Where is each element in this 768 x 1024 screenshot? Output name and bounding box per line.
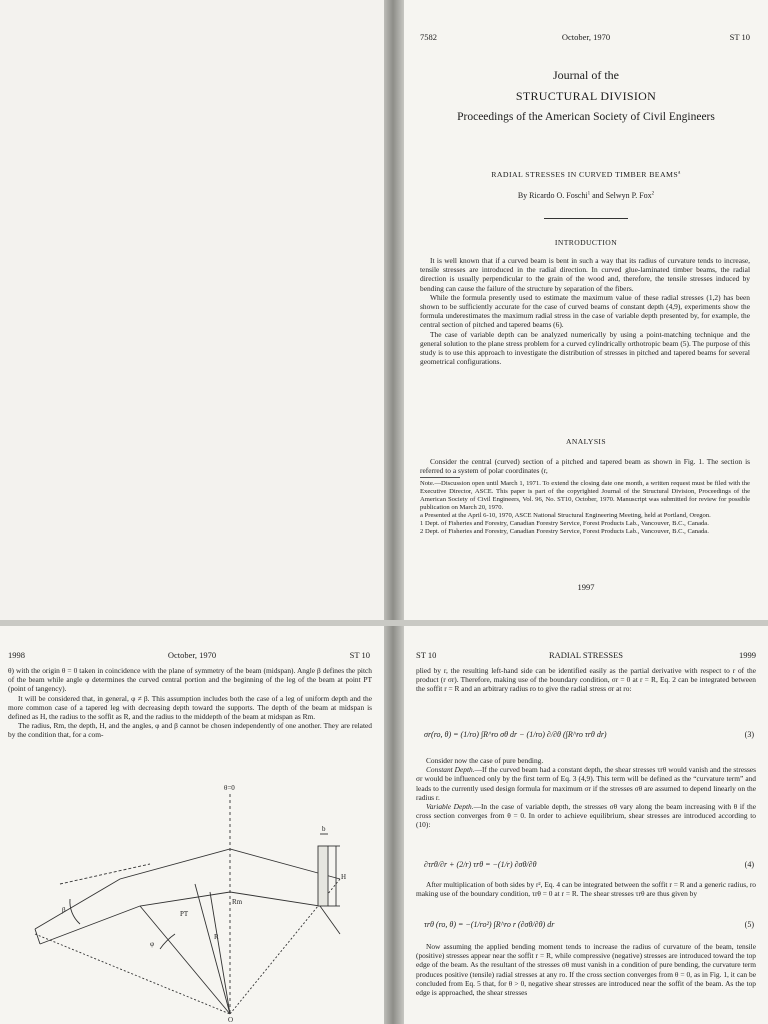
para-2: It will be considered that, in general, φ ≠ β. This assumption includes both the case of a leg of uniform depth and the more common case of a tapered leg with decreasing depth toward the supports. The depth of the beam at midspan is defined as H, the radius to the soffit as R, and the radius to the middepth of the beam at midspan as Rm.: [8, 693, 372, 722]
page-1998: [0, 624, 384, 1024]
para-1: plied by r, the resulting left-hand side can be identified easily as the partial derivative with respect to r of the product (r σr). Therefore, making use of the boundary condition, σr = 0 at r = R, Eq. 2 can be integrated between the soffit r = R and an arbitrary radius ro to give the radial stress σr at ro:: [416, 666, 756, 694]
eq5-number: (5): [744, 920, 754, 929]
intro-text: [420, 256, 750, 366]
eq3-number: (3): [744, 730, 754, 739]
label-b: b: [322, 825, 326, 833]
page-footer-number: 1997: [577, 582, 595, 592]
label-phi: φ: [150, 940, 155, 948]
page-7582: [404, 0, 768, 622]
label-h: H: [341, 873, 347, 881]
intro-para-1: It is well known that if a curved beam is bent in such a way that its radius of curvature tends to increase, tensile stresses are introduced in the radial direction. In curved glue-laminated timber beams, the radial direction is usually perpendicular to the grain of the wood and, therefore, the tensile stresses induced by bending can cause the failure of the structure by separation of the fibers.: [420, 256, 750, 293]
para-4: Variable Depth.—In the case of variable depth, the stresses σθ vary along the beam increasing with θ if the cross section converges from θ = 0. In order to achieve equilibrium, shear stresses are introduced according to (10):: [416, 802, 756, 830]
title-rule: [544, 218, 628, 219]
label-beta: β: [62, 906, 66, 914]
header-issue: ST 10: [416, 650, 437, 660]
page-number: 1998: [8, 650, 25, 660]
beta-arc: [70, 899, 80, 924]
body-text: [8, 666, 372, 740]
journal-line1: Journal of the: [553, 68, 619, 82]
label-rm: Rm: [232, 898, 243, 906]
left-radius: [35, 934, 230, 1014]
footnote-1: 1 Dept. of Fisheries and Forestry, Canadian Forestry Service, Forest Products Lab., Vancouver, B.C., Canada.: [420, 520, 709, 527]
para-1-block: [416, 666, 756, 694]
eq5-text: τrθ (ro, θ) = −(1/ro²) ∫R^ro r (∂σθ/∂θ) dr: [424, 920, 555, 929]
section-view: [318, 846, 328, 906]
eq4-number: (4): [744, 860, 754, 869]
intro-para-2: While the formula presently used to estimate the maximum value of these radial stresses (1,2) has been shown to be sufficiently accurate for the case of curved beams of constant depth (4,9), experiments show the formula underestimates the maximum radial stress in the case of variable depth presented by, for example, the central section of pitched and tapered beams (6).: [420, 292, 750, 330]
equation-5: [424, 920, 754, 929]
byline: By Ricardo O. Foschi$^1$ and Selwyn P. Fox$^2$: [517, 191, 655, 200]
para-6-block: [416, 942, 756, 997]
running-title: RADIAL STRESSES: [548, 650, 624, 660]
footnote-note: Note.—Discussion open until March 1, 1971. To extend the closing date one month, a written request must be filed with the Executive Director, ASCE. This paper is part of the copyrighted Journal of the Structural Division, Proceedings of the American Society of Civil Engineers, Vol. 96, No. ST10, October, 1970. Manuscript was submitted for review for possible publication on March 20, 1970.: [420, 480, 750, 511]
para-6: Now assuming the applied bending moment tends to increase the radius of curvature of the beam, tensile (positive) stresses appear near the soffit r = R, while compressive (negative) stresses are introduced toward the top edge of the beam. As the resultant of the stresses σθ must vanish in a condition of pure bending, the curvature term produces positive (tensile) radial stresses at any ro. If the cross section converges from θ = 0, as in Fig. 1, it can be concluded from Eq. 5 that, for θ > 0, negative shear stresses are introduced near the soffit of the beam. As the top edge is approached, the shear stresses: [416, 942, 756, 998]
header-issue: ST 10: [349, 650, 370, 660]
page-number: 1999: [739, 650, 756, 660]
eq4-text: ∂τrθ/∂r + (2/r) τrθ = −(1/r) ∂σθ/∂θ: [424, 860, 537, 869]
footnote-rule: [420, 477, 460, 478]
blank-page-top-left: [0, 0, 384, 622]
journal-line2: STRUCTURAL DIVISION: [515, 89, 657, 103]
analysis-heading: ANALYSIS: [566, 437, 606, 446]
para-2: Consider now the case of pure bending.: [426, 756, 544, 765]
journal-line3: Proceedings of the American Society of Civil Engineers: [457, 111, 715, 123]
para-5: After multiplication of both sides by r², Eq. 4 can be integrated between the soffit r = R and a generic radius, ro making use of the boundary condition, τrθ = 0 at r = R. The shear stresses τrθ are thus given by: [416, 880, 756, 899]
pitch-ref-line: [60, 864, 150, 884]
r-radius: [210, 892, 230, 1014]
header-issue: ST 10: [729, 32, 750, 42]
intro-para-3: The case of variable depth can be analyzed numerically by using a point-matching technique and the general solution to the plane stress problem for a curved cylindrically orthotropic beam (5). The purpose of this study is to use this approach to investigate the distribution of stresses in pitched and tapered beams for several geometrical configurations.: [420, 329, 750, 367]
phi-arc: [160, 934, 175, 949]
page-number: 7582: [420, 32, 437, 42]
intro-heading: INTRODUCTION: [554, 238, 618, 247]
para-2-block: [416, 756, 756, 830]
left-end: [35, 929, 40, 944]
pt-radius: [140, 906, 230, 1014]
equation-4: [424, 860, 754, 869]
footnote-a: a Presented at the April 6-10, 1970, ASCE National Structural Engineering Meeting, held at Portland, Oregon.: [420, 512, 711, 519]
equation-3: [424, 730, 754, 739]
para-1: θ) with the origin θ = 0 taken in coincidence with the plane of symmetry of the beam (midspan). Angle β defines the pitch of the beam while angle φ determines the curved central portion and the beginning of the leg of the beam at point PT (point of tangency).: [8, 666, 372, 694]
header-date: October, 1970: [561, 32, 611, 42]
analysis-para: Consider the central (curved) section of a pitched and tapered beam as shown in Fig. 1. The section is referred to a system of polar coordinates (r,: [420, 457, 750, 476]
label-r: R: [214, 933, 219, 941]
figure-1: [0, 774, 384, 1024]
para-3: The radius, Rm, the depth, H, and the angles, φ and β cannot be chosen independently of one another. They are related by the condition that, for a com-: [8, 721, 372, 740]
page-1999: [404, 624, 768, 1024]
para-3: Constant Depth.—If the curved beam had a constant depth, the shear stresses τrθ would vanish and the stresses σr would be influenced only by the first term of Eq. 3 (4,9). This term will be defined as the “curvature term” and leads to the currently used design formula for maximum σr if the stresses σθ are assumed to depend linearly on the radius r.: [416, 765, 757, 802]
label-o: O: [228, 1016, 234, 1024]
footnotes: [420, 480, 750, 536]
eq3-text: σr(ro, θ) = (1/ro) ∫R^ro σθ dr − (1/ro) ∂/∂θ (∫R^ro τrθ dr): [424, 730, 607, 739]
analysis-text: [420, 457, 750, 475]
paper-title: RADIAL STRESSES IN CURVED TIMBER BEAMS$^a$: [491, 170, 681, 179]
label-theta0: θ=0: [224, 784, 235, 792]
header-date: October, 1970: [167, 650, 217, 660]
label-pt: PT: [180, 910, 189, 918]
rm-radius: [195, 884, 230, 1014]
page-separator: [0, 620, 768, 626]
book-gutter: [384, 0, 404, 1024]
footnote-2: 2 Dept. of Fisheries and Forestry, Canadian Forestry Service, Forest Products Lab., Vancouver, B.C., Canada.: [420, 528, 709, 535]
para-5-block: [416, 880, 756, 898]
